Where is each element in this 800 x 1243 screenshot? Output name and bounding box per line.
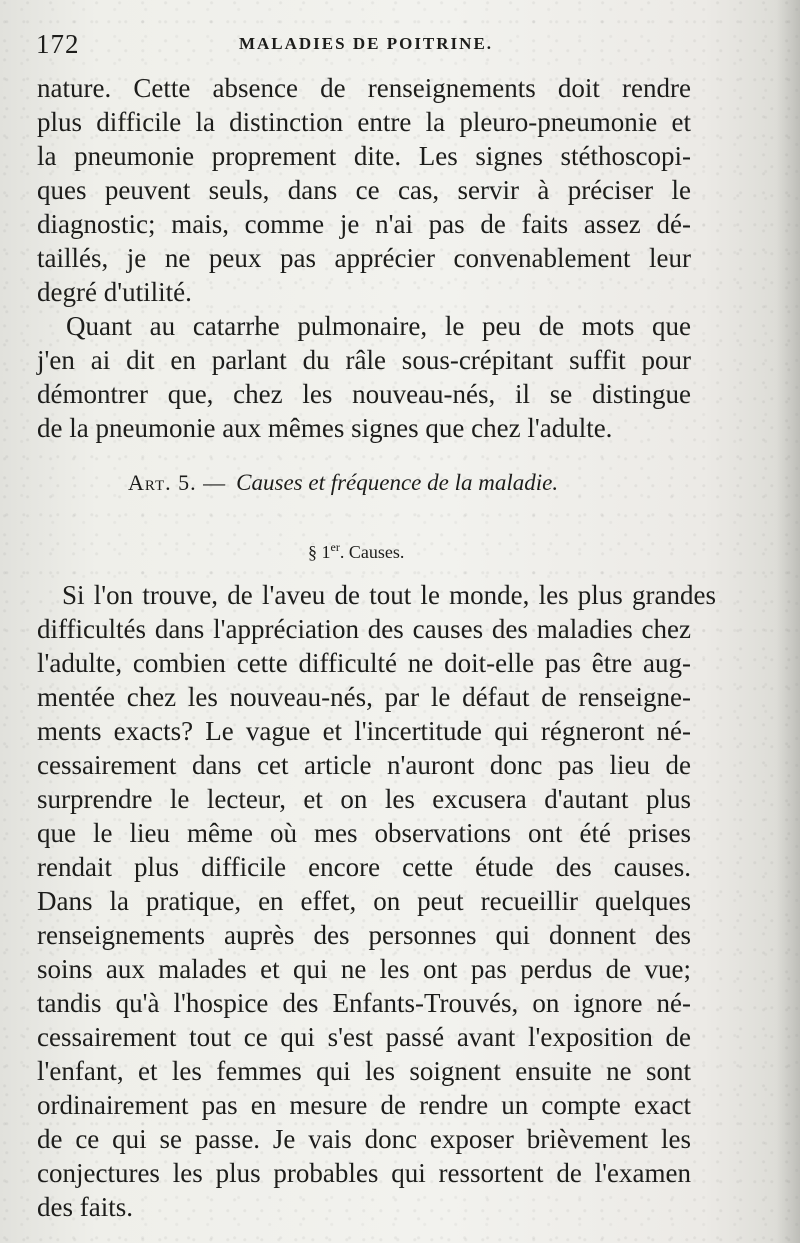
article-title: Causes et fréquence de la maladie.	[236, 470, 559, 495]
text-line: plus difficile la distinction entre la pleuro-pneumonie et	[37, 107, 691, 137]
text-line: rendait plus difficile encore cette étude des causes.	[37, 852, 691, 882]
text-line: ordinairement pas en mesure de rendre un compte exact	[37, 1090, 691, 1120]
text-line: taillés, je ne peux pas apprécier convenablement leur	[37, 243, 691, 273]
section-superscript: er	[330, 540, 340, 554]
text-line: ments exacts? Le vague et l'incertitude qui régneront né-	[37, 716, 691, 746]
text-line: renseignements auprès des personnes qui donnent des	[37, 920, 691, 950]
text-line: que le lieu même où mes observations ont été prises	[37, 818, 691, 848]
text-line: cessairement tout ce qui s'est passé avant l'exposition de	[37, 1022, 691, 1052]
text-line: conjectures les plus probables qui ressortent de l'examen	[37, 1158, 691, 1188]
text-line: l'adulte, combien cette difficulté ne doit-elle pas être aug-	[37, 648, 691, 678]
text-line: Dans la pratique, en effet, on peut recueillir quelques	[37, 886, 691, 916]
article-heading	[128, 470, 648, 506]
page-edge-shadow	[776, 0, 800, 1243]
text-line: surprendre le lecteur, et on les excusera d'autant plus	[37, 784, 691, 814]
page-number: 172	[36, 29, 80, 59]
text-line: mentée chez les nouveau-nés, par le défaut de renseigne-	[37, 682, 691, 712]
text-line: Si l'on trouve, de l'aveu de tout le monde, les plus grandes	[62, 580, 716, 610]
text-line: démontrer que, chez les nouveau-nés, il se distingue	[37, 379, 691, 409]
page-header	[36, 27, 726, 67]
text-line: la pneumonie proprement dite. Les signes stéthoscopi-	[37, 141, 691, 171]
text-line: tandis qu'à l'hospice des Enfants-Trouvés, on ignore né-	[37, 988, 691, 1018]
text-line: cessairement dans cet article n'auront donc pas lieu de	[37, 750, 691, 780]
section-symbol: § 1	[308, 542, 331, 562]
text-line: nature. Cette absence de renseignements doit rendre	[37, 73, 691, 103]
section-title: . Causes.	[339, 542, 405, 562]
article-label: Art. 5. —	[128, 470, 227, 495]
text-line: Quant au catarrhe pulmonaire, le peu de mots que	[66, 311, 691, 341]
text-line: diagnostic; mais, comme je n'ai pas de faits assez dé-	[37, 209, 691, 239]
text-line: ques peuvent seuls, dans ce cas, servir à préciser le	[37, 175, 691, 205]
text-line: de ce qui se passe. Je vais donc exposer brièvement les	[37, 1124, 691, 1154]
text-line: de la pneumonie aux mêmes signes que chez l'adulte.	[37, 413, 613, 443]
text-line: soins aux malades et qui ne les ont pas perdus de vue;	[37, 954, 691, 984]
running-head: MALADIES DE POITRINE.	[238, 34, 494, 53]
text-line: difficultés dans l'appréciation des causes des maladies chez	[37, 614, 691, 644]
text-line: j'en ai dit en parlant du râle sous-crépitant suffit pour	[37, 345, 691, 375]
text-line: des faits.	[37, 1192, 133, 1222]
text-line: l'enfant, et les femmes qui les soignent ensuite ne sont	[37, 1056, 691, 1086]
text-line: degré d'utilité.	[37, 277, 192, 307]
section-heading	[308, 535, 468, 564]
